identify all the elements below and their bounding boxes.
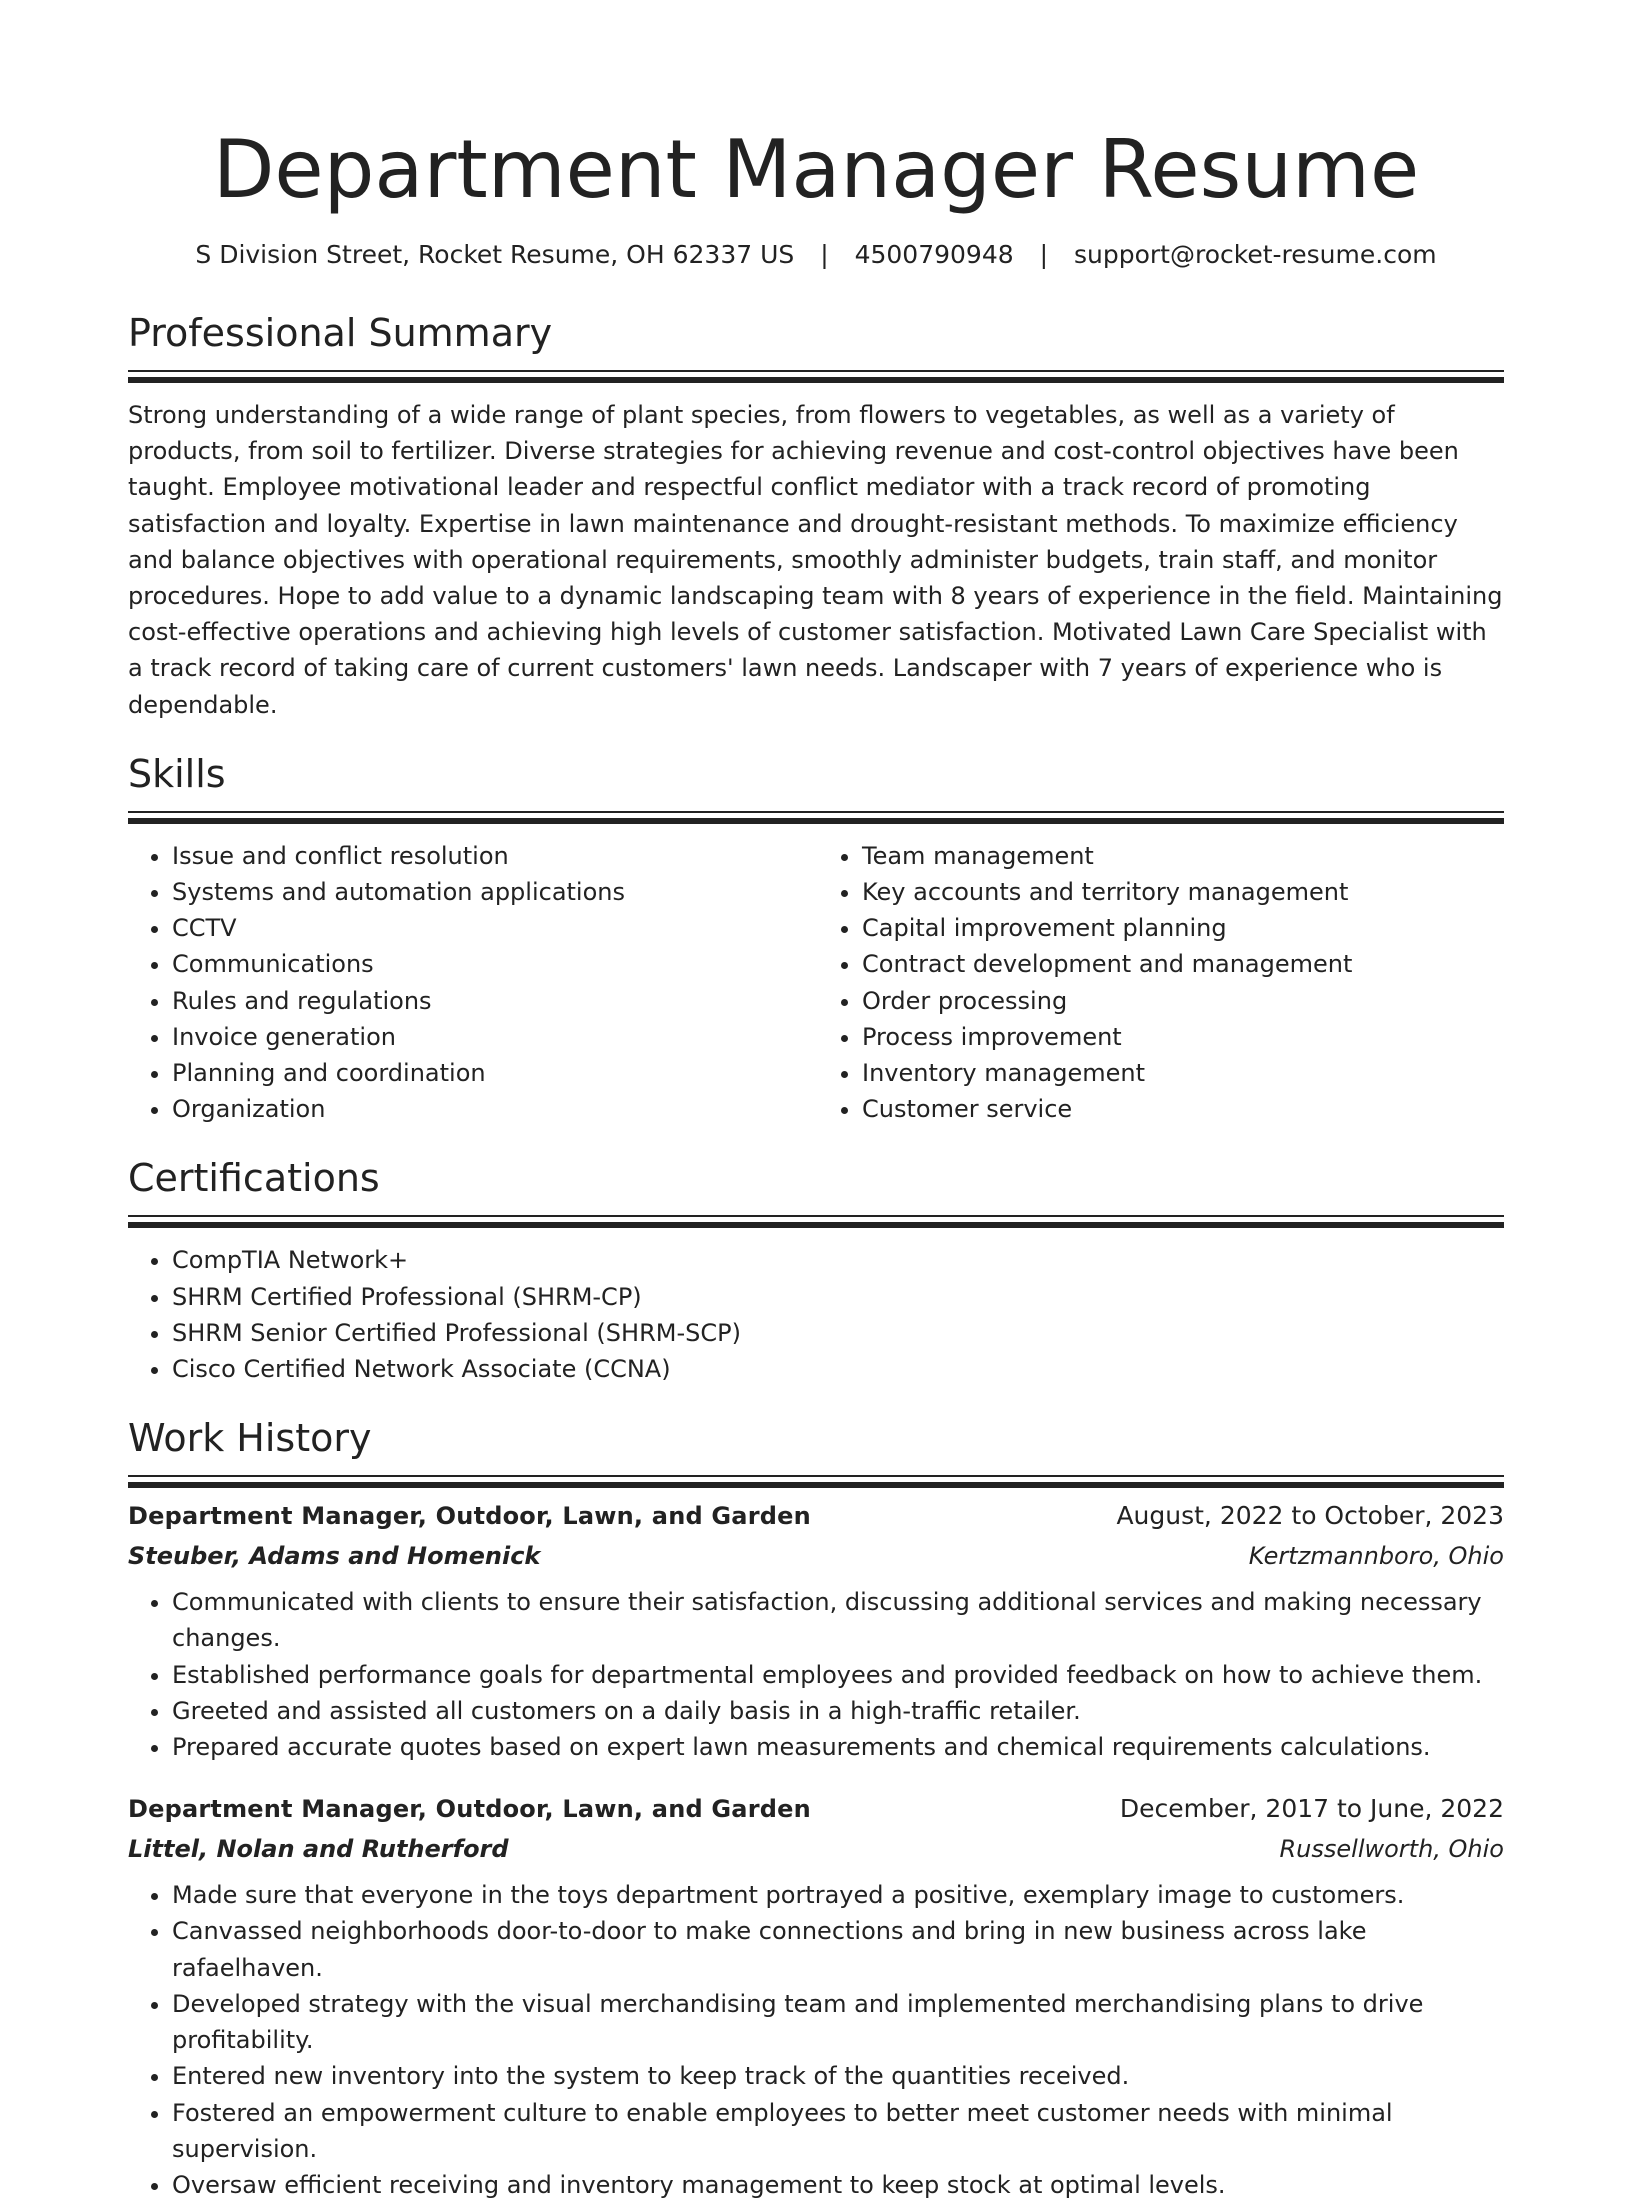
contact-line [128, 238, 1504, 272]
section-divider [128, 811, 1504, 824]
job-title: Department Manager, Outdoor, Lawn, and Garden [128, 1502, 811, 1531]
job-bullet: • Fostered an empowerment culture to enable employees to better meet customer needs with minimal supervision. [172, 2095, 1504, 2167]
resume-title: Department Manager Resume [212, 123, 1420, 216]
certification-item: • Cisco Certified Network Associate (CCNA) [172, 1351, 1504, 1387]
job-dates: December, 2017 to June, 2022 [1119, 1794, 1504, 1824]
certification-item: • CompTIA Network+ [172, 1242, 1504, 1278]
certifications-list [128, 1242, 1504, 1387]
contact-phone: 4500790948 [854, 240, 1014, 269]
job-subheader [128, 1536, 1504, 1576]
job-bullet: • Prepared accurate quotes based on expert lawn measurements and chemical requirements calculations. [172, 1729, 1504, 1765]
summary-text: Strong understanding of a wide range of plant species, from flowers to vegetables, as well as a variety of products, from soil to fertilizer. Diverse strategies for achieving revenue and cost-control objectives have been taught. Employee motivational leader and respectful conflict mediator with a track record of promoting satisfaction and loyalty. Expertise in lawn maintenance and drought-resistant methods. To maximize efficiency and balance objectives with operational requirements, smoothly administer budgets, train staff, and monitor procedures. Hope to add value to a dynamic landscaping team with 8 years of experience in the field. Maintaining cost-effective operations and achieving high levels of customer satisfaction. Motivated Lawn Care Specialist with a track record of taking care of current customers' lawn needs. Landscaper with 7 years of experience who is dependable. [128, 401, 1503, 719]
skill-item: • Contract development and management [862, 946, 1504, 982]
job-bullet: • Greeted and assisted all customers on a daily basis in a high-traffic retailer. [172, 1693, 1504, 1729]
certifications-section [128, 1153, 1504, 1387]
job-entry [128, 1496, 1504, 1765]
skill-item: • Organization [172, 1091, 816, 1127]
job-bullets [128, 1584, 1504, 1765]
skill-item: • Team management [862, 838, 1504, 874]
job-location: Kertzmannboro, Ohio [1248, 1542, 1504, 1571]
skill-item: • Systems and automation applications [172, 874, 816, 910]
skill-item: • Capital improvement planning [862, 910, 1504, 946]
skill-item: • Process improvement [862, 1019, 1504, 1055]
certification-item: • SHRM Certified Professional (SHRM-CP) [172, 1279, 1504, 1315]
skill-item: • Invoice generation [172, 1019, 816, 1055]
job-bullets [128, 1877, 1504, 2203]
skill-item: • Planning and coordination [172, 1055, 816, 1091]
work-history-section [128, 1413, 1504, 2203]
job-bullet: • Communicated with clients to ensure their satisfaction, discussing additional services and making necessary changes. [172, 1584, 1504, 1656]
job-company: Steuber, Adams and Homenick [128, 1542, 541, 1571]
skill-item: • Customer service [862, 1091, 1504, 1127]
job-entry [128, 1789, 1504, 2203]
section-heading: Skills [128, 751, 226, 796]
job-company: Littel, Nolan and Rutherford [128, 1835, 509, 1864]
section-divider [128, 1215, 1504, 1228]
certification-item: • SHRM Senior Certified Professional (SHRM-SCP) [172, 1315, 1504, 1351]
skills-list-left [128, 838, 816, 1128]
contact-separator: | [820, 240, 829, 269]
job-bullet: • Established performance goals for departmental employees and provided feedback on how to achieve them. [172, 1657, 1504, 1693]
skill-item: • Rules and regulations [172, 983, 816, 1019]
section-heading: Certifications [128, 1156, 380, 1201]
job-bullet: • Canvassed neighborhoods door-to-door to make connections and bring in new business across lake rafaelhaven. [172, 1913, 1504, 1985]
section-heading: Professional Summary [128, 311, 553, 355]
job-header [128, 1496, 1504, 1536]
section-heading: Work History [128, 1416, 372, 1461]
skills-section [128, 749, 1504, 1128]
job-title: Department Manager, Outdoor, Lawn, and Garden [128, 1795, 811, 1824]
resume-content [128, 0, 1504, 2203]
skills-columns [128, 838, 1504, 1128]
skill-item: • Issue and conflict resolution [172, 838, 816, 874]
job-bullet: • Made sure that everyone in the toys department portrayed a positive, exemplary image to customers. [172, 1877, 1504, 1913]
job-dates: August, 2022 to October, 2023 [1116, 1501, 1504, 1531]
contact-email: support@rocket-resume.com [1074, 240, 1437, 269]
section-divider [128, 1475, 1504, 1488]
job-location: Russellworth, Ohio [1279, 1835, 1504, 1864]
summary-section [128, 308, 1504, 723]
section-divider [128, 370, 1504, 383]
skill-item: • Communications [172, 946, 816, 982]
job-subheader [128, 1829, 1504, 1869]
skill-item: • Inventory management [862, 1055, 1504, 1091]
contact-address: S Division Street, Rocket Resume, OH 62337 US [195, 240, 795, 269]
contact-separator: | [1039, 240, 1049, 269]
skill-item: • CCTV [172, 910, 816, 946]
skill-item: • Key accounts and territory management [862, 874, 1504, 910]
skill-item: • Order processing [862, 983, 1504, 1019]
job-bullet: • Entered new inventory into the system to keep track of the quantities received. [172, 2058, 1504, 2094]
job-bullet: • Oversaw efficient receiving and inventory management to keep stock at optimal levels. [172, 2167, 1504, 2203]
job-header [128, 1789, 1504, 1829]
job-bullet: • Developed strategy with the visual merchandising team and implemented merchandising plans to drive profitability. [172, 1986, 1504, 2058]
skills-list-right [816, 838, 1504, 1128]
